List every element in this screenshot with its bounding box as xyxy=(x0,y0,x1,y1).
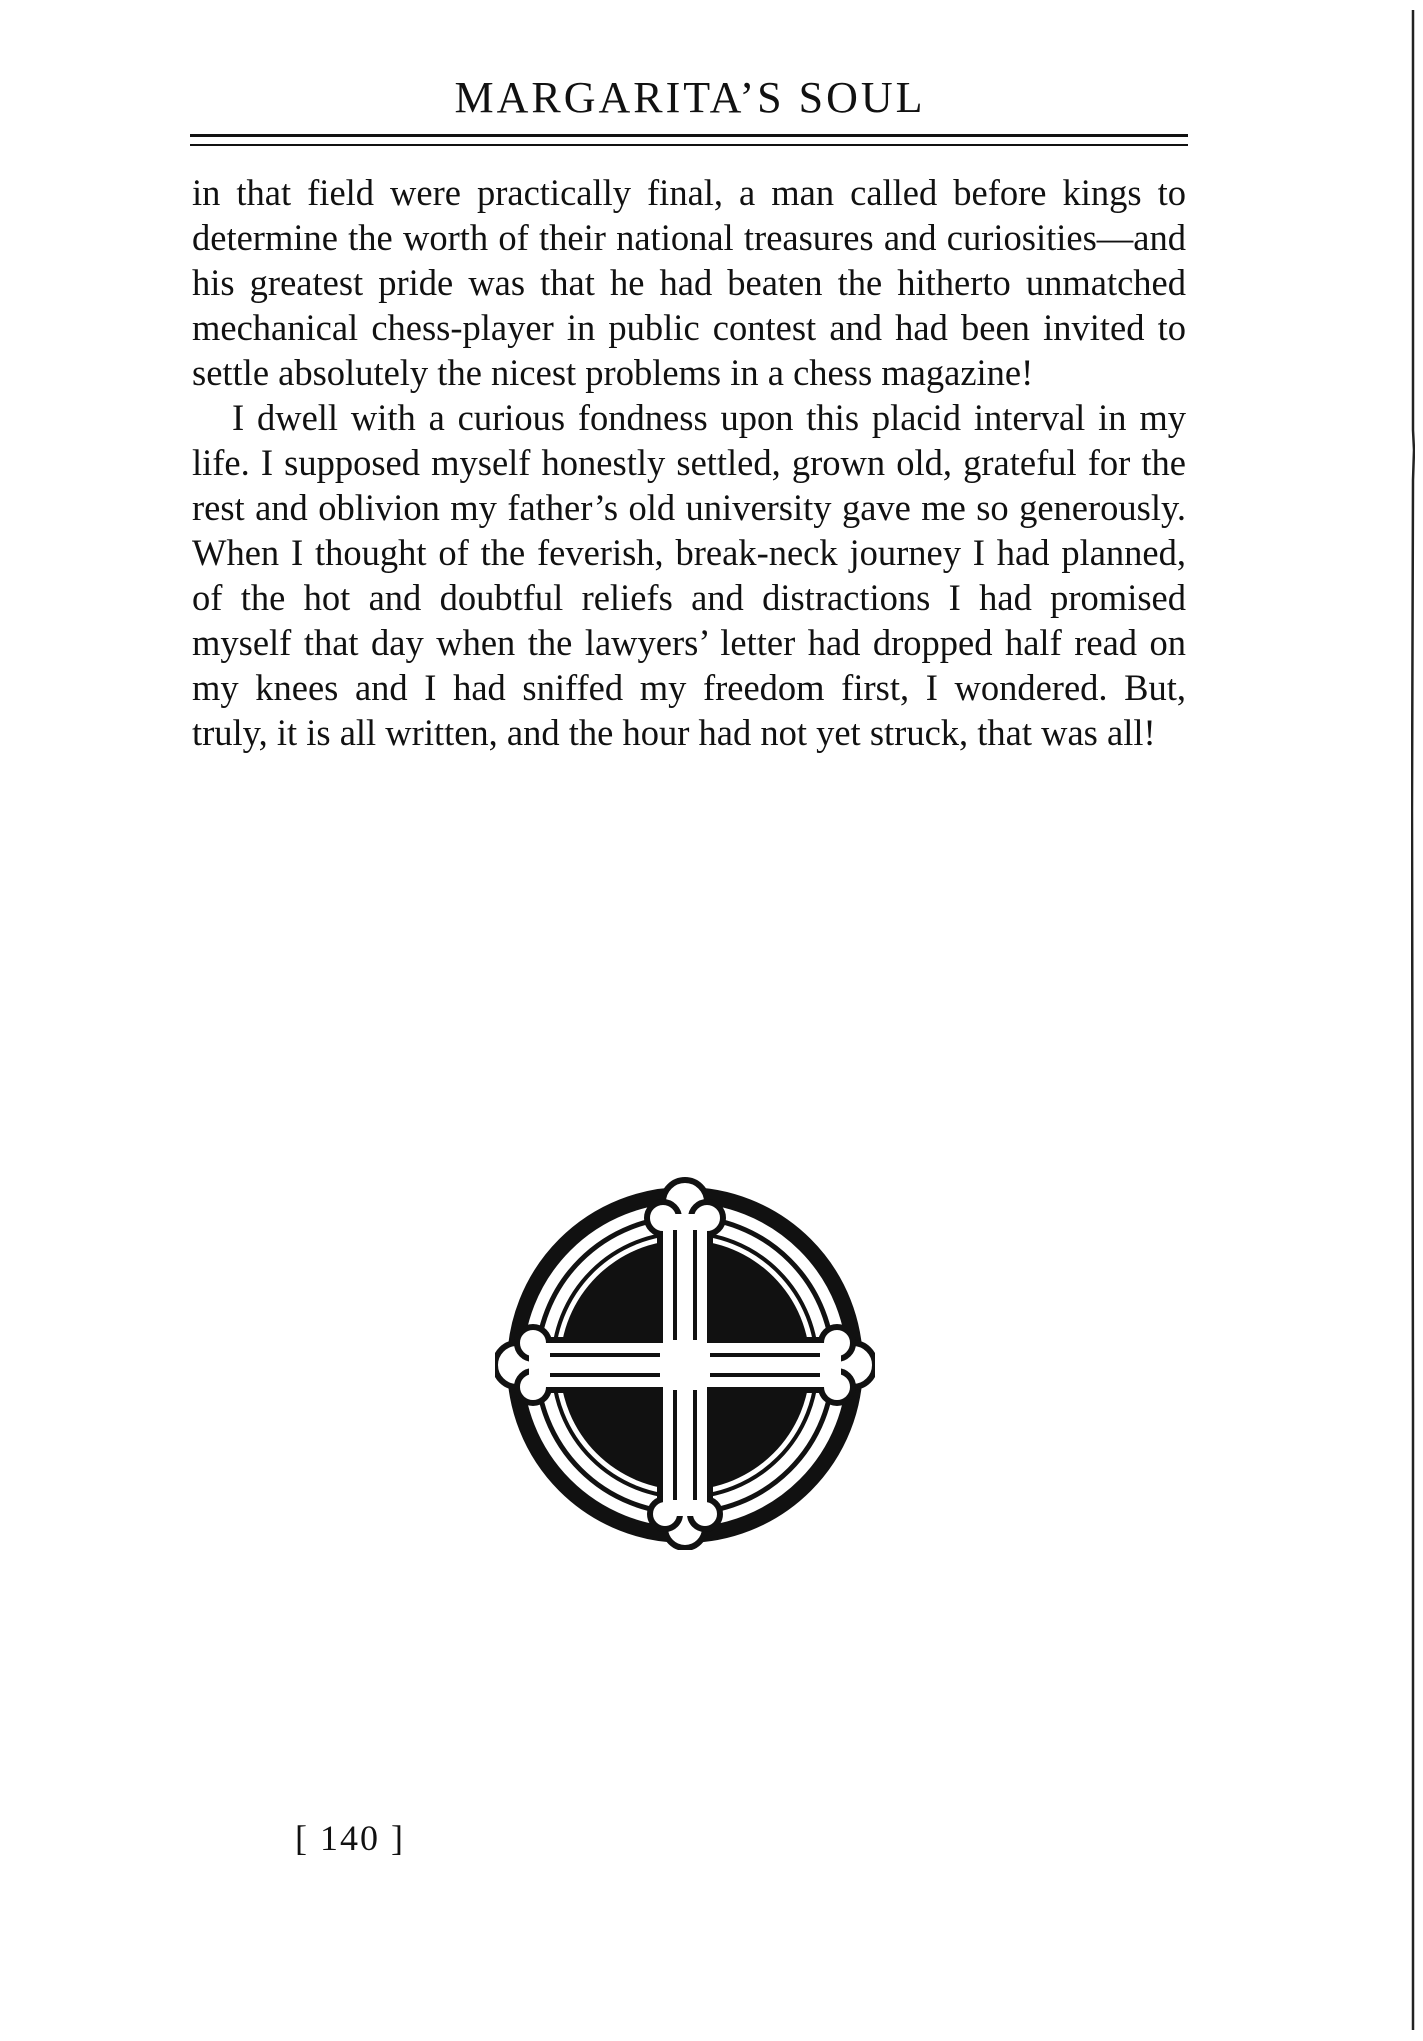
body-text xyxy=(192,170,1186,755)
header-rule-thin xyxy=(190,144,1188,146)
page-edge-shadow xyxy=(1411,10,1415,2030)
header-rule-thick xyxy=(190,134,1188,137)
celtic-cross-ornament-icon xyxy=(495,1170,875,1550)
paragraph-continued: in that field were practically final, a man called before kings to determine the worth of their national treasures and curiosities—and his greatest pride was that he had beaten the hitherto unmatched mechanical chess-player in public contest and had been invited to settle absolutely the nicest problems in a chess magazine! xyxy=(192,172,1186,393)
page-number: [ 140 ] xyxy=(295,1818,405,1858)
paragraph: I dwell with a curious fondness upon this placid interval in my life. I supposed myself honestly settled, grown old, grateful for the rest and oblivion my father’s old university gave me so generously. When I thought of the feverish, break-neck journey I had planned, of the hot and doubtful reliefs and distractions I had promised myself that day when the lawyers’ letter had dropped half read on my knees and I had sniffed my freedom first, I wondered. But, truly, it is all written, and the hour had not yet struck, that was all! xyxy=(192,397,1186,753)
running-title: MARGARITA’S SOUL xyxy=(454,73,926,122)
